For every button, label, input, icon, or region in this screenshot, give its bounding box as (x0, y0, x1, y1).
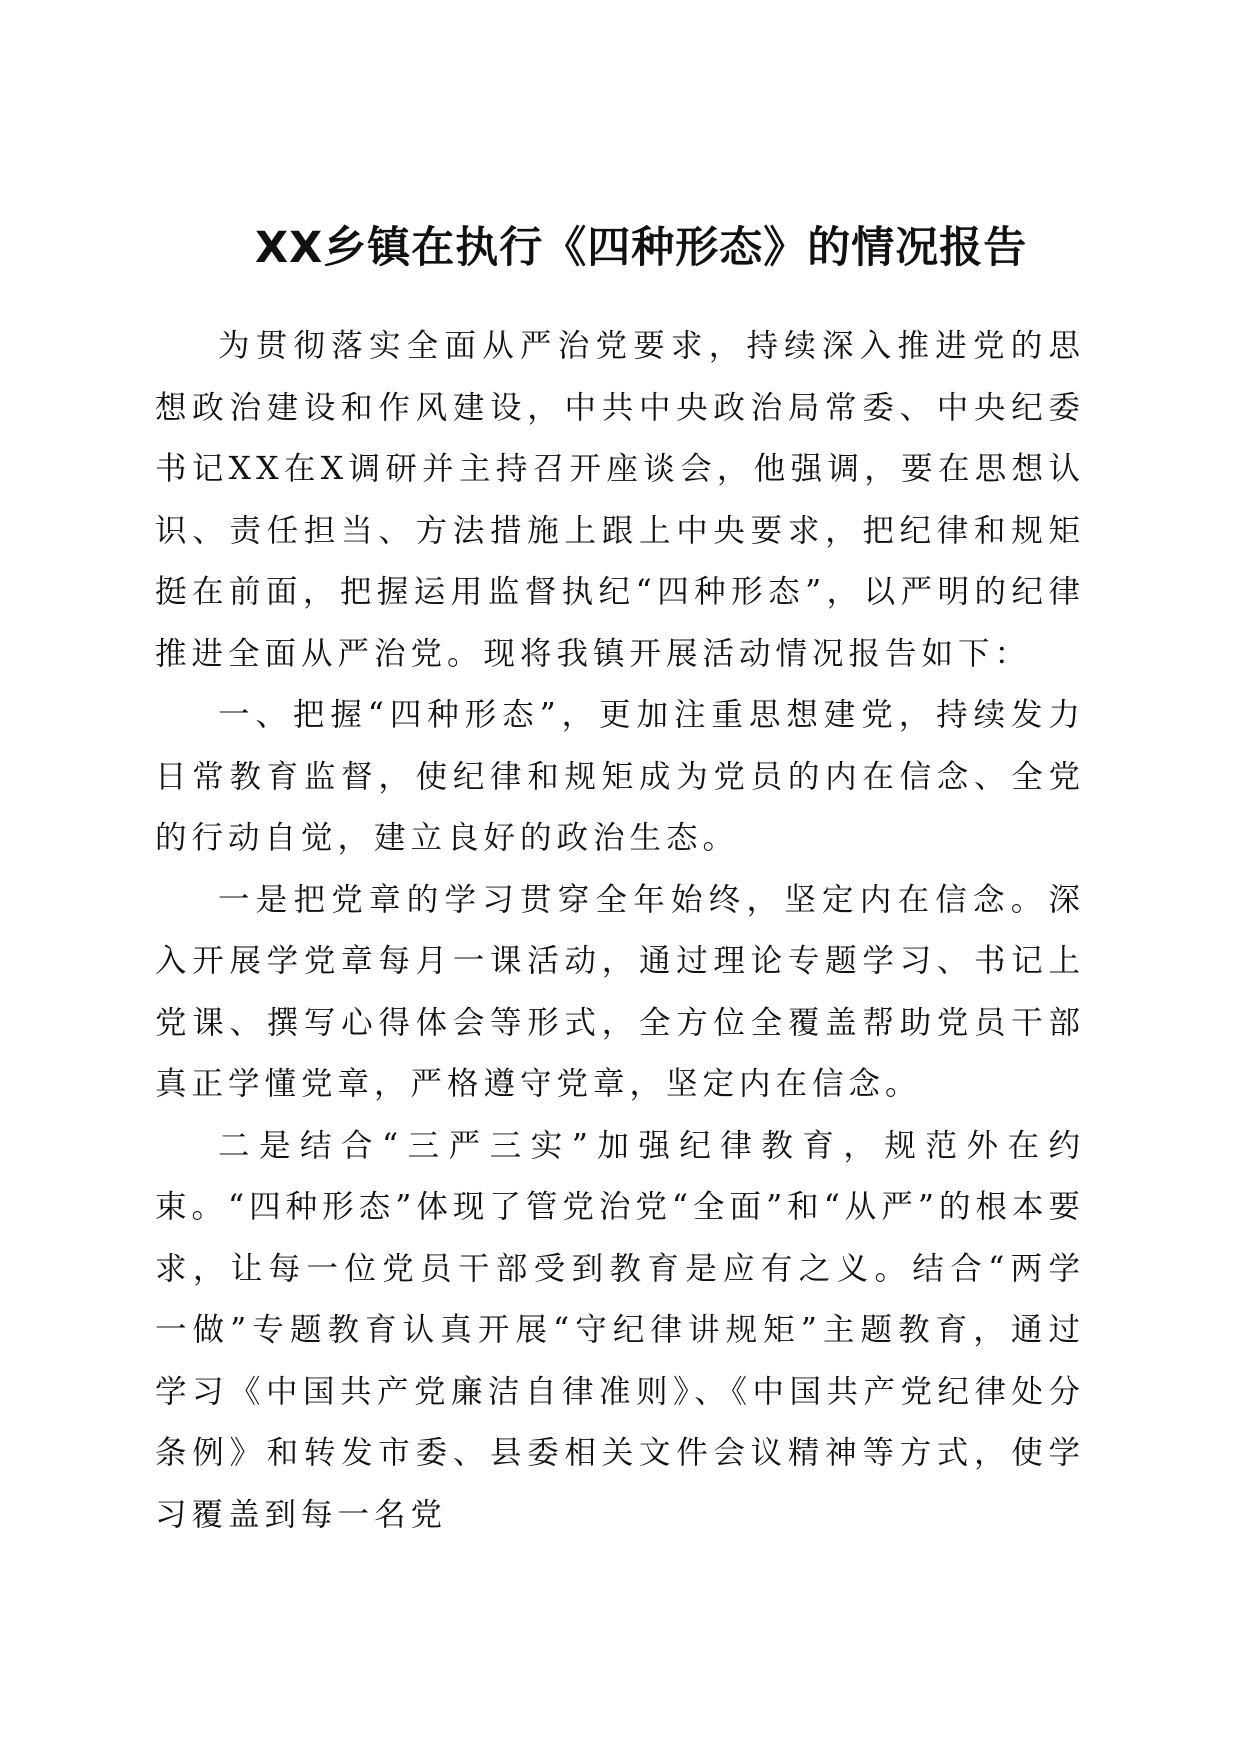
paragraph-section-one-heading: 一、把握“四种形态”，更加注重思想建党，持续发力日常教育监督，使纪律和规矩成为党员的内在信念、全党的行动自觉，建立良好的政治生态。 (155, 697, 1085, 856)
paragraph-point-two: 二是结合“三严三实”加强纪律教育，规范外在约束。“四种形态”体现了管党治党“全面”和“从严”的根本要求，让每一位党员干部受到教育是应有之义。结合“两学一做”专题教育认真开展“守纪律讲规矩”主题教育，通过学习《中国共产党廉洁自律准则》、《中国共产党纪律处分条例》和转发市委、县委相关文件会议精神等方式，使学习覆盖到每一名党 (155, 1127, 1085, 1533)
document-title: XX乡镇在执行《四种形态》的情况报告 (255, 223, 1028, 273)
paragraph-intro: 为贯彻落实全面从严治党要求，持续深入推进党的思想政治建设和作风建设，中共中央政治局常委、中央纪委书记XX在X调研并主持召开座谈会，他强调，要在思想认识、责任担当、方法措施上跟上中央要求，把纪律和规矩挺在前面，把握运用监督执纪“四种形态”，以严明的纪律推进全面从严治党。现将我镇开展活动情况报告如下： (155, 328, 1085, 672)
paragraph-point-one: 一是把党章的学习贯穿全年始终，坚定内在信念。深入开展学党章每月一课活动，通过理论专题学习、书记上党课、撰写心得体会等形式，全方位全覆盖帮助党员干部真正学懂党章，严格遵守党章，坚定内在信念。 (155, 881, 1085, 1102)
document-body (155, 316, 1085, 1546)
